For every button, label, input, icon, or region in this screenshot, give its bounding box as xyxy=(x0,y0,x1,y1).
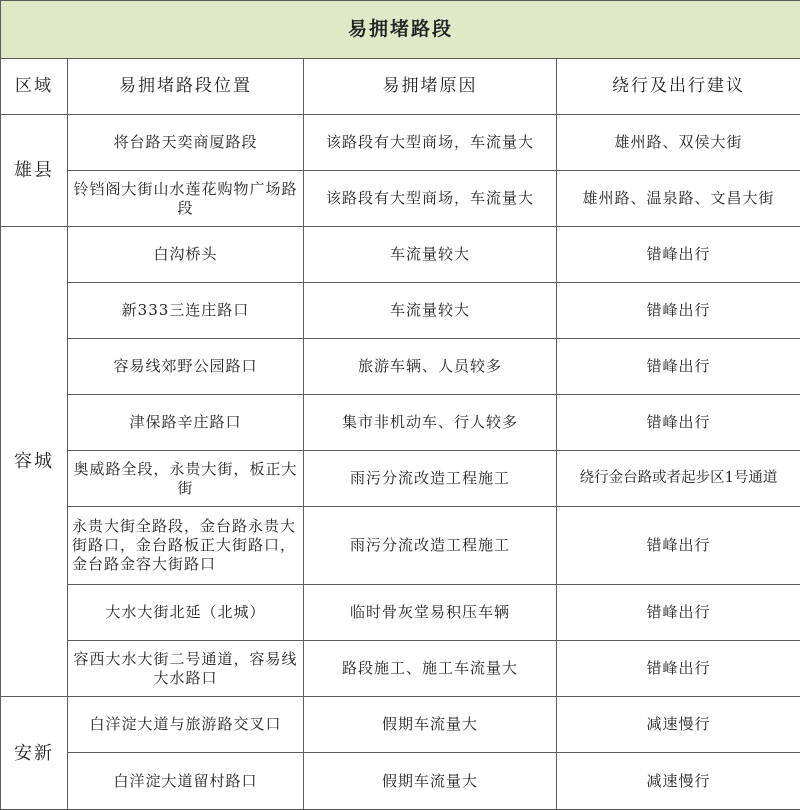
location-cell: 铃铛阁大街山水莲花购物广场路段 xyxy=(68,171,304,227)
location-cell: 白洋淀大道留村路口 xyxy=(68,753,304,810)
location-cell: 永贵大街全路段，金台路永贵大街路口，金台路板正大街路口，金台路金容大街路口 xyxy=(68,507,304,585)
header-suggestion: 绕行及出行建议 xyxy=(557,59,800,115)
header-reason: 易拥堵原因 xyxy=(304,59,557,115)
reason-cell: 该路段有大型商场，车流量大 xyxy=(304,171,557,227)
suggestion-cell: 错峰出行 xyxy=(557,507,800,585)
suggestion-cell: 错峰出行 xyxy=(557,585,800,641)
table-row xyxy=(1,283,800,339)
reason-cell: 假期车流量大 xyxy=(304,753,557,810)
reason-cell: 该路段有大型商场，车流量大 xyxy=(304,115,557,171)
reason-cell: 临时骨灰堂易积压车辆 xyxy=(304,585,557,641)
header-location: 易拥堵路段位置 xyxy=(68,59,304,115)
suggestion-cell: 减速慢行 xyxy=(557,753,800,810)
reason-cell: 假期车流量大 xyxy=(304,697,557,753)
table-row xyxy=(1,115,800,171)
table-row xyxy=(1,395,800,451)
location-cell: 新333三连庄路口 xyxy=(68,283,304,339)
table-row xyxy=(1,641,800,697)
suggestion-cell: 错峰出行 xyxy=(557,339,800,395)
location-cell: 容易线郊野公园路口 xyxy=(68,339,304,395)
region-cell-anxin: 安新 xyxy=(1,697,68,810)
table-title: 易拥堵路段 xyxy=(1,1,800,59)
location-cell: 大水大街北延（北城） xyxy=(68,585,304,641)
table-row xyxy=(1,585,800,641)
table-row xyxy=(1,451,800,507)
reason-cell: 雨污分流改造工程施工 xyxy=(304,451,557,507)
table-row xyxy=(1,227,800,283)
location-cell: 将台路天奕商厦路段 xyxy=(68,115,304,171)
reason-cell: 车流量较大 xyxy=(304,227,557,283)
reason-cell: 集市非机动车、行人较多 xyxy=(304,395,557,451)
suggestion-cell: 错峰出行 xyxy=(557,641,800,697)
suggestion-cell: 雄州路、双侯大街 xyxy=(557,115,800,171)
suggestion-cell: 错峰出行 xyxy=(557,283,800,339)
reason-cell: 雨污分流改造工程施工 xyxy=(304,507,557,585)
table-row xyxy=(1,507,800,585)
location-cell: 奥威路全段，永贵大街，板正大街 xyxy=(68,451,304,507)
region-cell-rongcheng: 容城 xyxy=(1,227,68,697)
region-cell-xiongxian: 雄县 xyxy=(1,115,68,227)
table-row xyxy=(1,697,800,753)
suggestion-cell: 绕行金台路或者起步区1号通道 xyxy=(557,451,800,507)
table-row xyxy=(1,339,800,395)
table-row xyxy=(1,171,800,227)
reason-cell: 旅游车辆、人员较多 xyxy=(304,339,557,395)
location-cell: 容西大水大街二号通道，容易线大水路口 xyxy=(68,641,304,697)
location-cell: 津保路辛庄路口 xyxy=(68,395,304,451)
suggestion-cell: 错峰出行 xyxy=(557,227,800,283)
location-cell: 白沟桥头 xyxy=(68,227,304,283)
suggestion-cell: 减速慢行 xyxy=(557,697,800,753)
table-row xyxy=(1,753,800,810)
reason-cell: 车流量较大 xyxy=(304,283,557,339)
location-cell: 白洋淀大道与旅游路交叉口 xyxy=(68,697,304,753)
header-region: 区域 xyxy=(1,59,68,115)
suggestion-cell: 雄州路、温泉路、文昌大街 xyxy=(557,171,800,227)
reason-cell: 路段施工、施工车流量大 xyxy=(304,641,557,697)
suggestion-cell: 错峰出行 xyxy=(557,395,800,451)
